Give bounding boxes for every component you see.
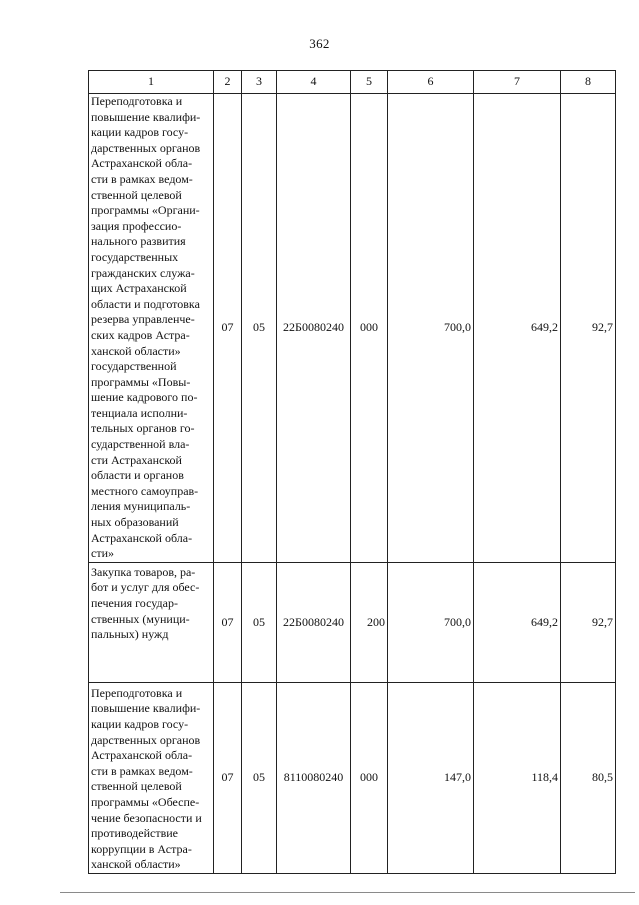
row-executed: 649,2 bbox=[474, 94, 561, 563]
budget-table bbox=[88, 70, 616, 874]
row-planned: 700,0 bbox=[388, 94, 474, 563]
row-section: 07 bbox=[214, 682, 242, 873]
table-header bbox=[89, 71, 616, 94]
header-col-3: 3 bbox=[242, 71, 277, 94]
header-col-2: 2 bbox=[214, 71, 242, 94]
header-row bbox=[89, 71, 616, 94]
row-section: 07 bbox=[214, 94, 242, 563]
row-expense-type: 000 bbox=[351, 94, 388, 563]
row-subsection: 05 bbox=[242, 94, 277, 563]
scan-edge-line bbox=[60, 892, 635, 893]
row-description-cell bbox=[89, 562, 214, 682]
row-description-cell bbox=[89, 94, 214, 563]
row-subsection: 05 bbox=[242, 682, 277, 873]
row-percent: 92,7 bbox=[561, 94, 616, 563]
table-body bbox=[89, 94, 616, 874]
row-target-item: 22Б0080240 bbox=[277, 562, 351, 682]
row-executed: 118,4 bbox=[474, 682, 561, 873]
header-col-7: 7 bbox=[474, 71, 561, 94]
row-target-item: 8110080240 bbox=[277, 682, 351, 873]
row-expense-type: 200 bbox=[351, 562, 388, 682]
table-row bbox=[89, 562, 616, 682]
header-col-6: 6 bbox=[388, 71, 474, 94]
row-percent: 92,7 bbox=[561, 562, 616, 682]
row-description: Переподготовка и повышение квалифи- кации кадров госу- дарственных органов Астраханской обла- сти в рамках ведом- ственной целевой программы «Обеспе- чение безопасности и противодействие коррупции в Астра- ханской области» bbox=[91, 685, 202, 872]
page-number: 362 bbox=[309, 36, 330, 51]
row-planned: 700,0 bbox=[388, 562, 474, 682]
table-row bbox=[89, 94, 616, 563]
row-description: Переподготовка и повышение квалифи- кации кадров госу- дарственных органов Астраханской обла- сти в рамках ведом- ственной целевой программы «Органи- зация профессио- нального развития государственных гражданских служа- щих Астраханской области и подготовка резерва управленче- ских кадров Астра- ханской области» государственной программы «Повы- шение кадрового по- тенциала исполни- тельных органов го- сударственной вла- сти Астраханской области и органов местного самоуправ- ления муниципаль- ных образований Астраханской обла- сти» bbox=[91, 94, 201, 561]
row-section: 07 bbox=[214, 562, 242, 682]
header-col-8: 8 bbox=[561, 71, 616, 94]
row-planned: 147,0 bbox=[388, 682, 474, 873]
table-row bbox=[89, 682, 616, 873]
header-col-4: 4 bbox=[277, 71, 351, 94]
row-description-cell bbox=[89, 682, 214, 873]
row-percent: 80,5 bbox=[561, 682, 616, 873]
row-subsection: 05 bbox=[242, 562, 277, 682]
row-target-item: 22Б0080240 bbox=[277, 94, 351, 563]
header-col-5: 5 bbox=[351, 71, 388, 94]
header-col-1: 1 bbox=[89, 71, 214, 94]
row-expense-type: 000 bbox=[351, 682, 388, 873]
row-description: Закупка товаров, ра- бот и услуг для обес- печения государ- ственных (муници- пальных) нужд bbox=[91, 564, 200, 642]
row-executed: 649,2 bbox=[474, 562, 561, 682]
